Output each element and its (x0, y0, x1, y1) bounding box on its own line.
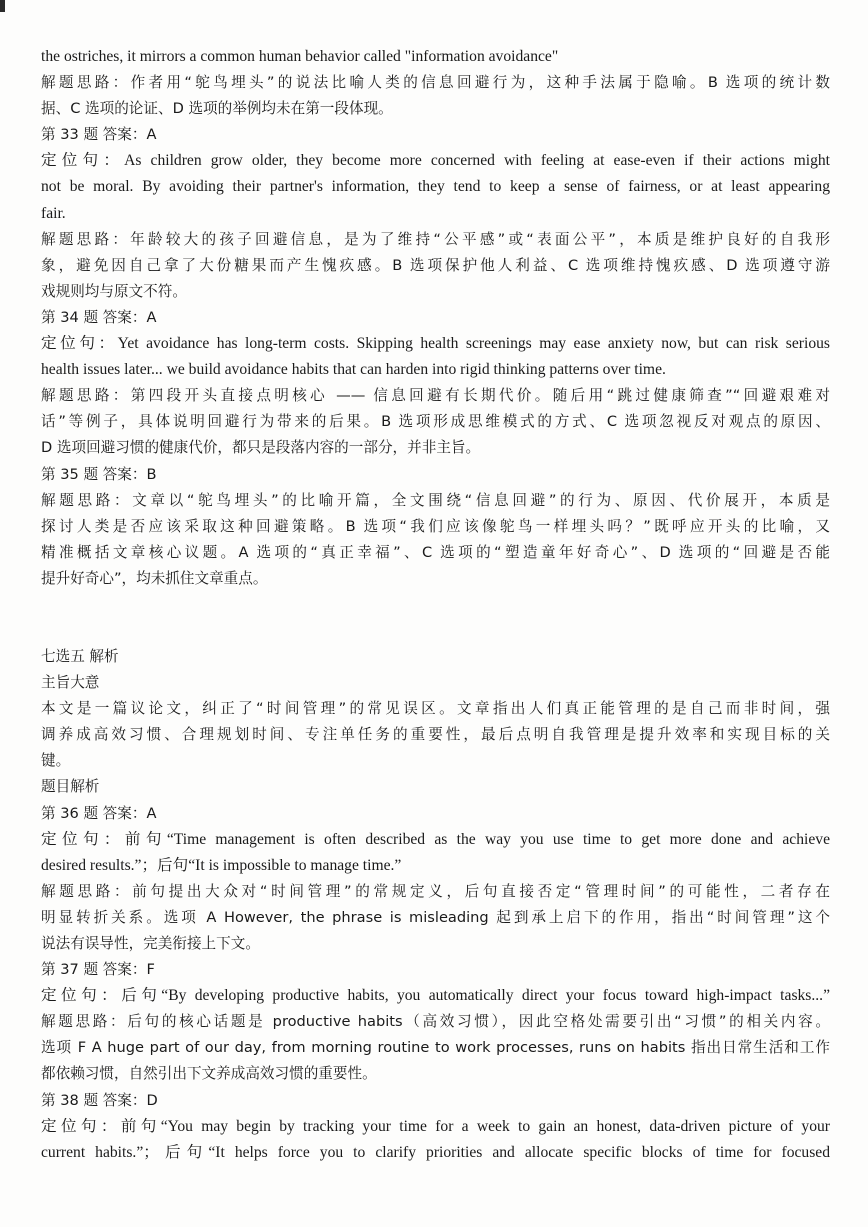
text-line: health issues later... we build avoidance habits that can harden into rigid thinking patterns over time. (41, 361, 666, 379)
text-line: 调养成高效习惯、合理规划时间、专注单任务的重要性，最后点明自我管理是提升效率和实现目标的关 (41, 726, 830, 744)
question-heading: 第 37 题 答案：F (41, 961, 155, 979)
text-line: 据、C 选项的论证、D 选项的举例均未在第一段体现。 (41, 100, 393, 118)
text-line: current habits.”；后句“It helps force you to clarify priorities and allocate specific blocks of time for focused (41, 1143, 830, 1161)
text-line: 提升好奇心”，均未抓住文章重点。 (41, 569, 268, 587)
text-line: desired results.”；后句“It is impossible to manage time.” (41, 856, 402, 874)
text-line: fair. (41, 204, 66, 222)
text-line: 定位句：Yet avoidance has long-term costs. Skipping health screenings may ease anxiety now, but can risk serious (41, 335, 830, 353)
text-line: 键。 (41, 752, 71, 770)
question-heading: 第 36 题 答案：A (41, 804, 157, 822)
text-line: 象，避免因自己拿了大份糖果而产生愧疚感。B 选项保护他人利益、C 选项维持愧疚感、D 选项遵守游 (41, 256, 830, 274)
section-seven-choose-five (41, 644, 830, 1166)
text-line: 解题思路：年龄较大的孩子回避信息，是为了维持“公平感”或“表面公平”，本质是维护良好的自我形 (41, 230, 830, 248)
text-line: not be moral. By avoiding their partner's information, they tend to keep a sense of fairness, or at least appearing (41, 178, 830, 196)
text-line: 都依赖习惯，自然引出下文养成高效习惯的重要性。 (41, 1065, 377, 1083)
text-line: 解题思路：后句的核心话题是 productive habits（高效习惯），因此空格处需要引出“习惯”的相关内容。 (41, 1013, 830, 1031)
text-line: 定位句：As children grow older, they become more concerned with feeling at ease-even if their actions might (41, 152, 830, 170)
scan-corner-mark (0, 0, 5, 12)
text-line: 话”等例子，具体说明回避行为带来的后果。B 选项形成思维模式的方式、C 选项忽视反对观点的原因、 (41, 413, 830, 431)
text-line: 定位句：后句“By developing productive habits, you automatically direct your focus toward high-impact tasks...” (41, 987, 830, 1005)
subsection-title: 题目解析 (41, 778, 100, 796)
question-heading: 第 33 题 答案：A (41, 126, 157, 144)
question-heading: 第 35 题 答案：B (41, 465, 157, 483)
text-line: 解题思路：第四段开头直接点明核心 —— 信息回避有长期代价。随后用“跳过健康筛查”“回避艰难对 (41, 387, 830, 405)
text-line: 解题思路：作者用“鸵鸟埋头”的说法比喻人类的信息回避行为，这种手法属于隐喻。B 选项的统计数 (41, 74, 830, 92)
subsection-title: 主旨大意 (41, 674, 100, 692)
text-line: 解题思路：前句提出大众对“时间管理”的常规定义，后句直接否定“管理时间”的可能性，二者存在 (41, 882, 830, 900)
section-reading-answers (41, 44, 830, 592)
text-line: 定位句：前句“You may begin by tracking your time for a week to gain an honest, data-driven picture of your (41, 1117, 830, 1135)
text-line: 戏规则均与原文不符。 (41, 282, 187, 300)
text-line: 本文是一篇议论文，纠正了“时间管理”的常见误区。文章指出人们真正能管理的是自己而非时间，强 (41, 700, 830, 718)
text-line: 精准概括文章核心议题。A 选项的“真正幸福”、C 选项的“塑造童年好奇心”、D 选项的“回避是否能 (41, 543, 830, 561)
text-line: 选项 F A huge part of our day, from morning routine to work processes, runs on habits 指出日常生活和工作 (41, 1039, 830, 1057)
text-line: 定位句：前句“Time management is often described as the way you use time to get more done and achieve (41, 830, 830, 848)
text-line: the ostriches, it mirrors a common human behavior called "information avoidance" (41, 48, 559, 65)
text-line: D 选项回避习惯的健康代价，都只是段落内容的一部分，并非主旨。 (41, 439, 481, 457)
section-title: 七选五 解析 (41, 647, 119, 665)
text-line: 探讨人类是否应该采取这种回避策略。B 选项“我们应该像鸵鸟一样埋头吗？”既呼应开头的比喻，又 (41, 517, 830, 535)
text-line: 解题思路：文章以“鸵鸟埋头”的比喻开篇，全文围绕“信息回避”的行为、原因、代价展开，本质是 (41, 491, 830, 509)
question-heading: 第 38 题 答案：D (41, 1091, 158, 1109)
text-line: 明显转折关系。选项 A However, the phrase is misleading 起到承上启下的作用，指出“时间管理”这个 (41, 908, 830, 926)
section-gap (41, 592, 830, 644)
text-line: 说法有误导性，完美衔接上下文。 (41, 935, 260, 952)
question-heading: 第 34 题 答案：A (41, 308, 157, 326)
